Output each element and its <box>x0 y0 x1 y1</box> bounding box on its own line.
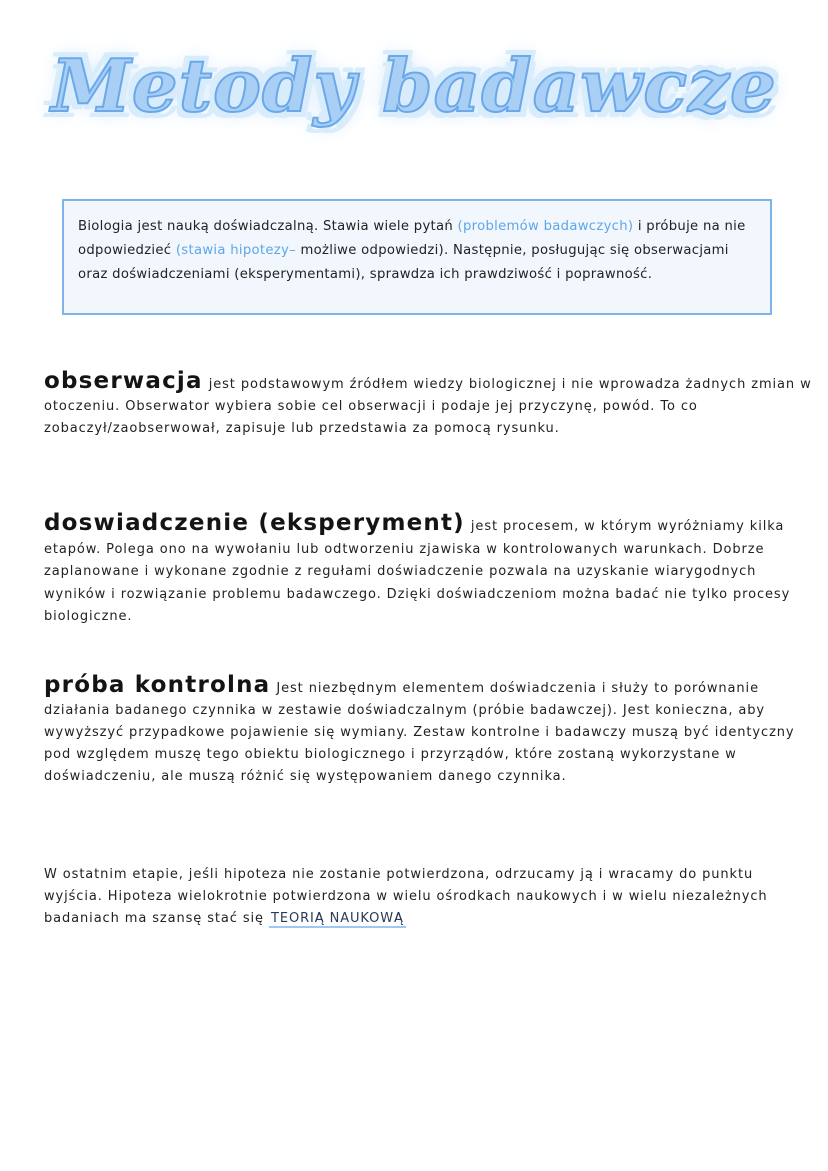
observation-text: jest podstawowym źródłem wiedzy biologicznej i nie wprowadza żadnych zmian w otoczeniu. Obserwator wybiera sobie cel obserwacji i podaje jej przyczynę, powód. To co zobaczył/zaobserwował, zapisuje lub przedstawia za pomocą rysunku. <box>44 377 812 436</box>
intro-text-2: i próbuje na nie odpowiedzieć <box>78 219 746 258</box>
scientific-theory-highlight: TEORIĄ NAUKOWĄ <box>271 911 404 926</box>
term-control-sample: próba kontrolna <box>44 672 271 698</box>
section-control-sample <box>44 674 814 788</box>
term-experiment: doswiadczenie (eksperyment) <box>44 510 465 536</box>
page-title: Metody badawcze <box>51 43 777 128</box>
control-sample-text: Jest niezbędnym elementem doświadczenia i służy to porównanie działania badanego czynnika w zestawie doświadczalnym (próbie badawczej). Jest konieczna, aby wywyższyć przypadkowe pojawienie się wymiany. Zestaw kontrolne i badawczy muszą być identyczny pod względem muszę tego obiektu biologicznego i przyrządów, które zostaną wykorzystane w doświadczeniu, ale muszą różnić się występowaniem danego czynnika. <box>44 681 795 784</box>
page-title-area <box>0 36 828 156</box>
intro-highlight-problems: (problemów badawczych) <box>457 219 634 234</box>
term-observation: obserwacja <box>44 368 203 394</box>
section-observation <box>44 370 814 440</box>
conclusion-paragraph <box>44 864 814 930</box>
intro-text-3: możliwe odpowiedzi). Następnie, posługując się obserwacjami oraz doświadczeniami (eksperymentami), sprawdza ich prawdziwość i poprawność. <box>78 243 729 282</box>
section-experiment <box>44 512 814 629</box>
intro-highlight-hypothesis: (stawia hipotezy– <box>175 243 297 258</box>
intro-text-1: Biologia jest nauką doświadczalną. Stawia wiele pytań <box>78 219 458 234</box>
conclusion-text: W ostatnim etapie, jeśli hipoteza nie zostanie potwierdzona, odrzucamy ją i wracamy do punktu wyjścia. Hipoteza wielokrotnie potwierdzona w wielu ośrodkach naukowych i w wielu niezależnych badaniach ma szansę stać się <box>44 867 768 926</box>
experiment-text: jest procesem, w którym wyróżniamy kilka etapów. Polega ono na wywołaniu lub odtworzeniu zjawiska w kontrolowanych warunkach. Dobrze zaplanowane i wykonane zgodnie z regułami doświadczenie pozwala na uzyskanie wiarygodnych wyników i rozwiązanie problemu badawczego. Dzięki doświadczeniom można badać nie tylko procesy biologiczne. <box>44 519 791 624</box>
intro-box <box>62 199 772 315</box>
